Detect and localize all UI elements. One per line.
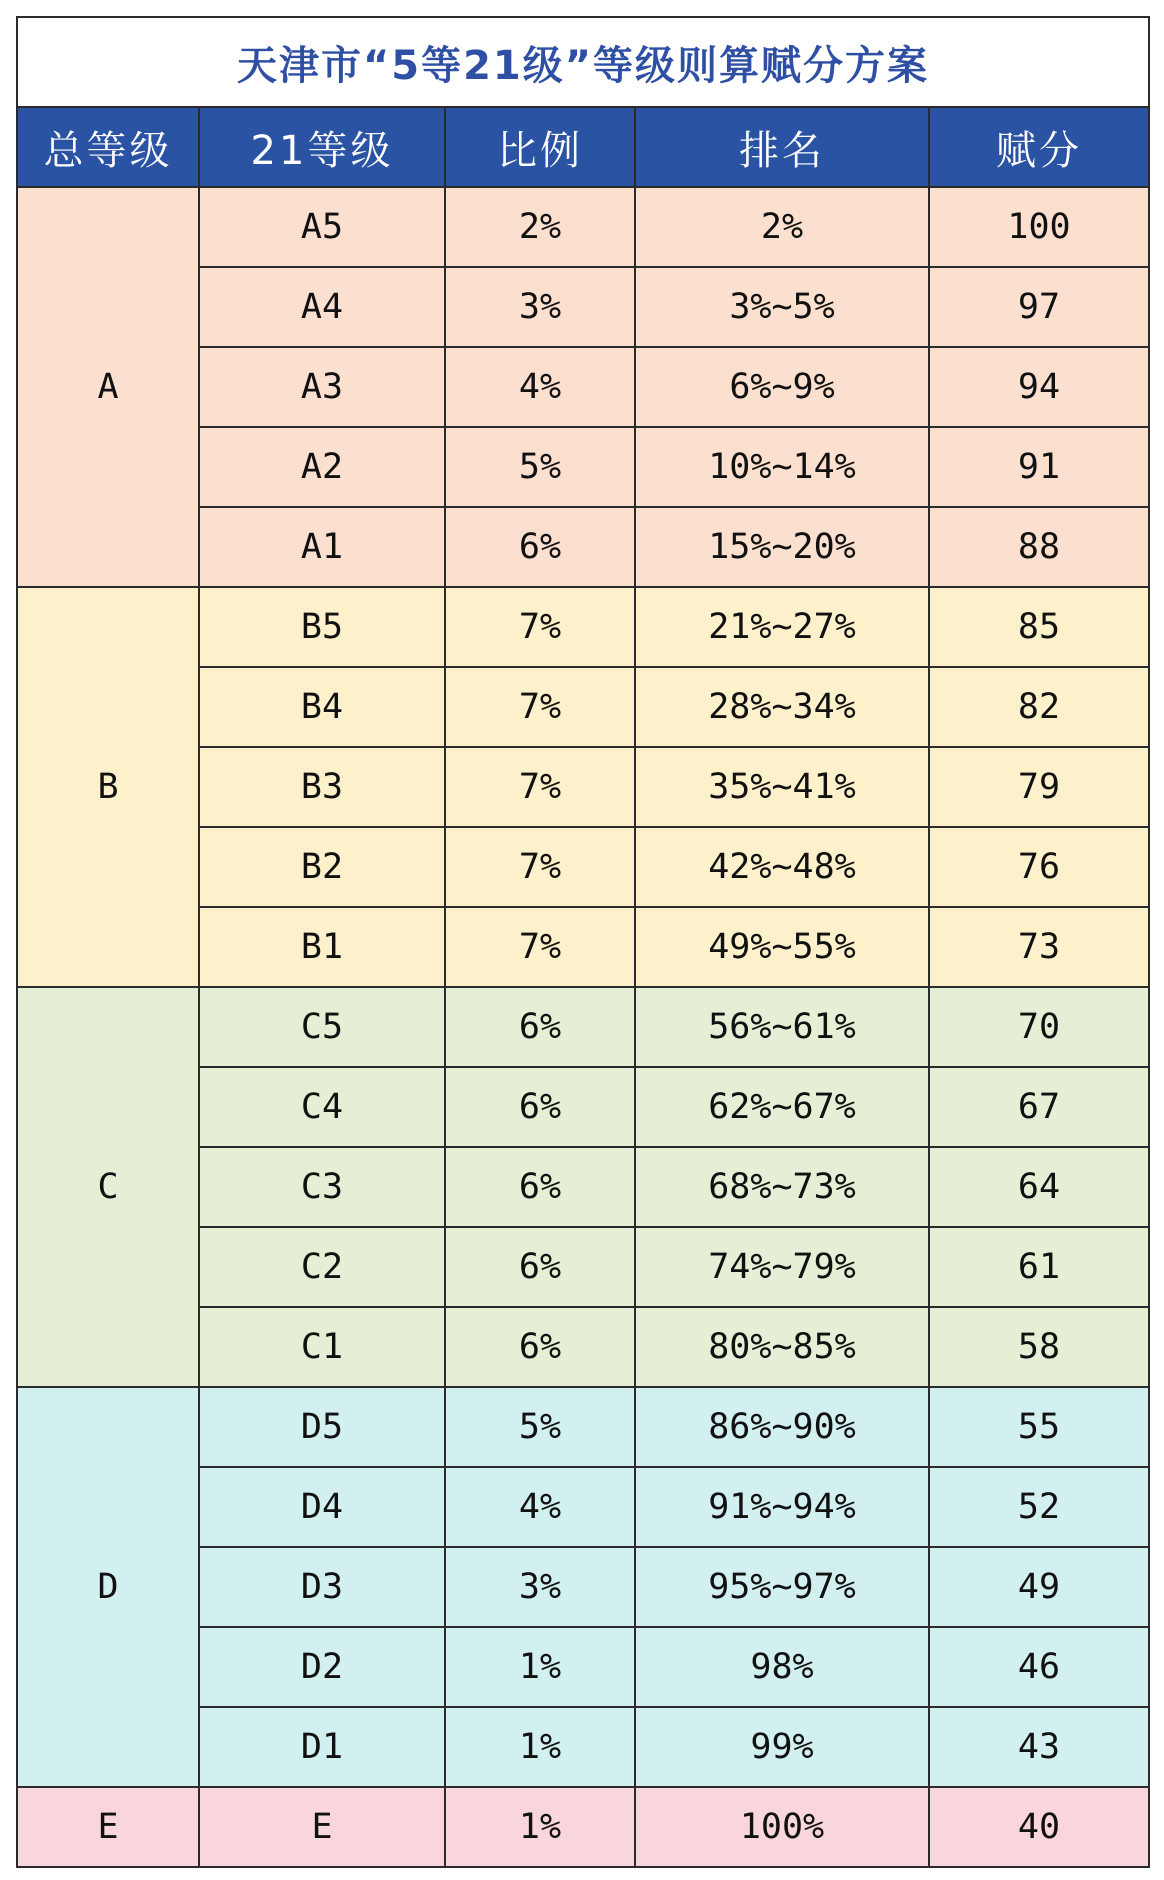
table-row bbox=[17, 987, 1149, 1067]
rank-cell: 99% bbox=[635, 1707, 929, 1787]
level-cell: D4 bbox=[199, 1467, 445, 1547]
total-grade-cell: C bbox=[17, 987, 199, 1387]
score-cell: 73 bbox=[929, 907, 1149, 987]
score-cell: 79 bbox=[929, 747, 1149, 827]
rank-cell: 56%~61% bbox=[635, 987, 929, 1067]
score-cell: 43 bbox=[929, 1707, 1149, 1787]
total-grade-cell: B bbox=[17, 587, 199, 987]
rank-cell: 6%~9% bbox=[635, 347, 929, 427]
score-cell: 70 bbox=[929, 987, 1149, 1067]
ratio-cell: 1% bbox=[445, 1787, 635, 1867]
ratio-cell: 7% bbox=[445, 587, 635, 667]
table-row bbox=[17, 587, 1149, 667]
level-cell: A5 bbox=[199, 187, 445, 267]
ratio-cell: 1% bbox=[445, 1707, 635, 1787]
level-cell: D1 bbox=[199, 1707, 445, 1787]
table-row bbox=[17, 1387, 1149, 1467]
header-21-level: 21等级 bbox=[199, 107, 445, 187]
ratio-cell: 5% bbox=[445, 1387, 635, 1467]
score-cell: 91 bbox=[929, 427, 1149, 507]
level-cell: C2 bbox=[199, 1227, 445, 1307]
rank-cell: 68%~73% bbox=[635, 1147, 929, 1227]
total-grade-cell: A bbox=[17, 187, 199, 587]
ratio-cell: 7% bbox=[445, 667, 635, 747]
level-cell: A1 bbox=[199, 507, 445, 587]
ratio-cell: 6% bbox=[445, 1307, 635, 1387]
score-cell: 64 bbox=[929, 1147, 1149, 1227]
level-cell: B3 bbox=[199, 747, 445, 827]
rank-cell: 3%~5% bbox=[635, 267, 929, 347]
score-cell: 88 bbox=[929, 507, 1149, 587]
score-cell: 94 bbox=[929, 347, 1149, 427]
table-row bbox=[17, 187, 1149, 267]
ratio-cell: 5% bbox=[445, 427, 635, 507]
header-row bbox=[17, 107, 1149, 187]
level-cell: B2 bbox=[199, 827, 445, 907]
rank-cell: 35%~41% bbox=[635, 747, 929, 827]
rank-cell: 42%~48% bbox=[635, 827, 929, 907]
rank-cell: 2% bbox=[635, 187, 929, 267]
table-row bbox=[17, 1787, 1149, 1867]
header-ratio: 比例 bbox=[445, 107, 635, 187]
grade-scoring-table bbox=[16, 16, 1150, 1868]
rank-cell: 49%~55% bbox=[635, 907, 929, 987]
level-cell: A3 bbox=[199, 347, 445, 427]
level-cell: B5 bbox=[199, 587, 445, 667]
ratio-cell: 4% bbox=[445, 1467, 635, 1547]
rank-cell: 74%~79% bbox=[635, 1227, 929, 1307]
rank-cell: 10%~14% bbox=[635, 427, 929, 507]
title-row bbox=[17, 17, 1149, 107]
score-cell: 97 bbox=[929, 267, 1149, 347]
rank-cell: 21%~27% bbox=[635, 587, 929, 667]
level-cell: D2 bbox=[199, 1627, 445, 1707]
header-score: 赋分 bbox=[929, 107, 1149, 187]
level-cell: C4 bbox=[199, 1067, 445, 1147]
rank-cell: 98% bbox=[635, 1627, 929, 1707]
ratio-cell: 1% bbox=[445, 1627, 635, 1707]
total-grade-cell: E bbox=[17, 1787, 199, 1867]
level-cell: C5 bbox=[199, 987, 445, 1067]
score-cell: 67 bbox=[929, 1067, 1149, 1147]
header-rank: 排名 bbox=[635, 107, 929, 187]
score-cell: 100 bbox=[929, 187, 1149, 267]
ratio-cell: 2% bbox=[445, 187, 635, 267]
header-total-grade: 总等级 bbox=[17, 107, 199, 187]
rank-cell: 15%~20% bbox=[635, 507, 929, 587]
level-cell: B1 bbox=[199, 907, 445, 987]
score-cell: 40 bbox=[929, 1787, 1149, 1867]
ratio-cell: 6% bbox=[445, 1227, 635, 1307]
rank-cell: 100% bbox=[635, 1787, 929, 1867]
score-cell: 46 bbox=[929, 1627, 1149, 1707]
table-body bbox=[17, 187, 1149, 1867]
score-cell: 61 bbox=[929, 1227, 1149, 1307]
rank-cell: 80%~85% bbox=[635, 1307, 929, 1387]
ratio-cell: 7% bbox=[445, 907, 635, 987]
level-cell: C3 bbox=[199, 1147, 445, 1227]
score-cell: 82 bbox=[929, 667, 1149, 747]
score-cell: 85 bbox=[929, 587, 1149, 667]
ratio-cell: 6% bbox=[445, 1147, 635, 1227]
ratio-cell: 6% bbox=[445, 1067, 635, 1147]
score-cell: 76 bbox=[929, 827, 1149, 907]
ratio-cell: 6% bbox=[445, 507, 635, 587]
rank-cell: 28%~34% bbox=[635, 667, 929, 747]
score-cell: 52 bbox=[929, 1467, 1149, 1547]
level-cell: D3 bbox=[199, 1547, 445, 1627]
level-cell: A4 bbox=[199, 267, 445, 347]
ratio-cell: 3% bbox=[445, 267, 635, 347]
ratio-cell: 6% bbox=[445, 987, 635, 1067]
ratio-cell: 7% bbox=[445, 747, 635, 827]
level-cell: A2 bbox=[199, 427, 445, 507]
rank-cell: 91%~94% bbox=[635, 1467, 929, 1547]
level-cell: D5 bbox=[199, 1387, 445, 1467]
level-cell: C1 bbox=[199, 1307, 445, 1387]
rank-cell: 86%~90% bbox=[635, 1387, 929, 1467]
rank-cell: 95%~97% bbox=[635, 1547, 929, 1627]
table-title: 天津市“5等21级”等级则算赋分方案 bbox=[17, 17, 1149, 107]
ratio-cell: 4% bbox=[445, 347, 635, 427]
total-grade-cell: D bbox=[17, 1387, 199, 1787]
ratio-cell: 7% bbox=[445, 827, 635, 907]
level-cell: E bbox=[199, 1787, 445, 1867]
score-cell: 55 bbox=[929, 1387, 1149, 1467]
ratio-cell: 3% bbox=[445, 1547, 635, 1627]
level-cell: B4 bbox=[199, 667, 445, 747]
rank-cell: 62%~67% bbox=[635, 1067, 929, 1147]
score-cell: 58 bbox=[929, 1307, 1149, 1387]
score-cell: 49 bbox=[929, 1547, 1149, 1627]
